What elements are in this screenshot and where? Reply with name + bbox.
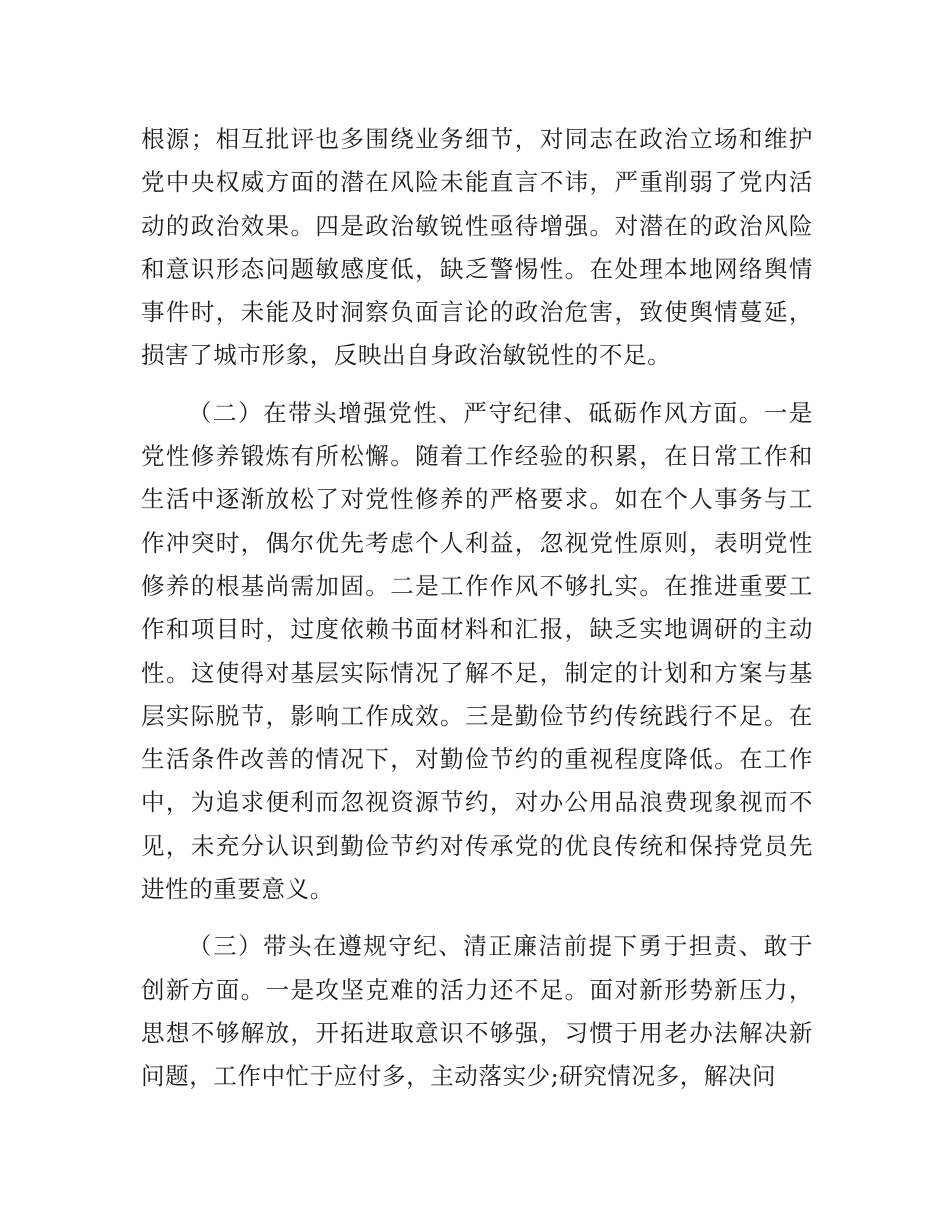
paragraph-section-2: （二）在带头增强党性、严守纪律、砥砺作风方面。一是党性修养锻炼有所松懈。随着工作经验的积累，在日常工作和生活中逐渐放松了对党性修养的严格要求。如在个人事务与工作冲突时，偶尔优先考虑个人利益，忽视党性原则，表明党性修养的根基尚需加固。二是工作作风不够扎实。在推进重要工作和项目时，过度依赖书面材料和汇报，缺乏实地调研的主动性。这使得对基层实际情况了解不足，制定的计划和方案与基层实际脱节，影响工作成效。三是勤俭节约传统践行不足。在生活条件改善的情况下，对勤俭节约的重视程度降低。在工作中，为追求便利而忽视资源节约，对办公用品浪费现象视而不见，未充分认识到勤俭节约对传承党的优良传统和保持党员先进性的重要意义。 (141, 398, 813, 904)
paragraph-continuation: 根源；相互批评也多围绕业务细节，对同志在政治立场和维护党中央权威方面的潜在风险未能直言不讳，严重削弱了党内活动的政治效果。四是政治敏锐性亟待增强。对潜在的政治风险和意识形态问题敏感度低，缺乏警惕性。在处理本地网络舆情事件时，未能及时洞察负面言论的政治危害，致使舆情蔓延，损害了城市形象，反映出自身政治敏锐性的不足。 (141, 125, 813, 370)
document-body (141, 118, 813, 1099)
paragraph-section-3: （三）带头在遵规守纪、清正廉洁前提下勇于担责、敢于创新方面。一是攻坚克难的活力还不足。面对新形势新压力，思想不够解放，开拓进取意识不够强，习惯于用老办法解决新问题，工作中忙于应付多，主动落实少;研究情况多，解决问 (141, 932, 813, 1091)
